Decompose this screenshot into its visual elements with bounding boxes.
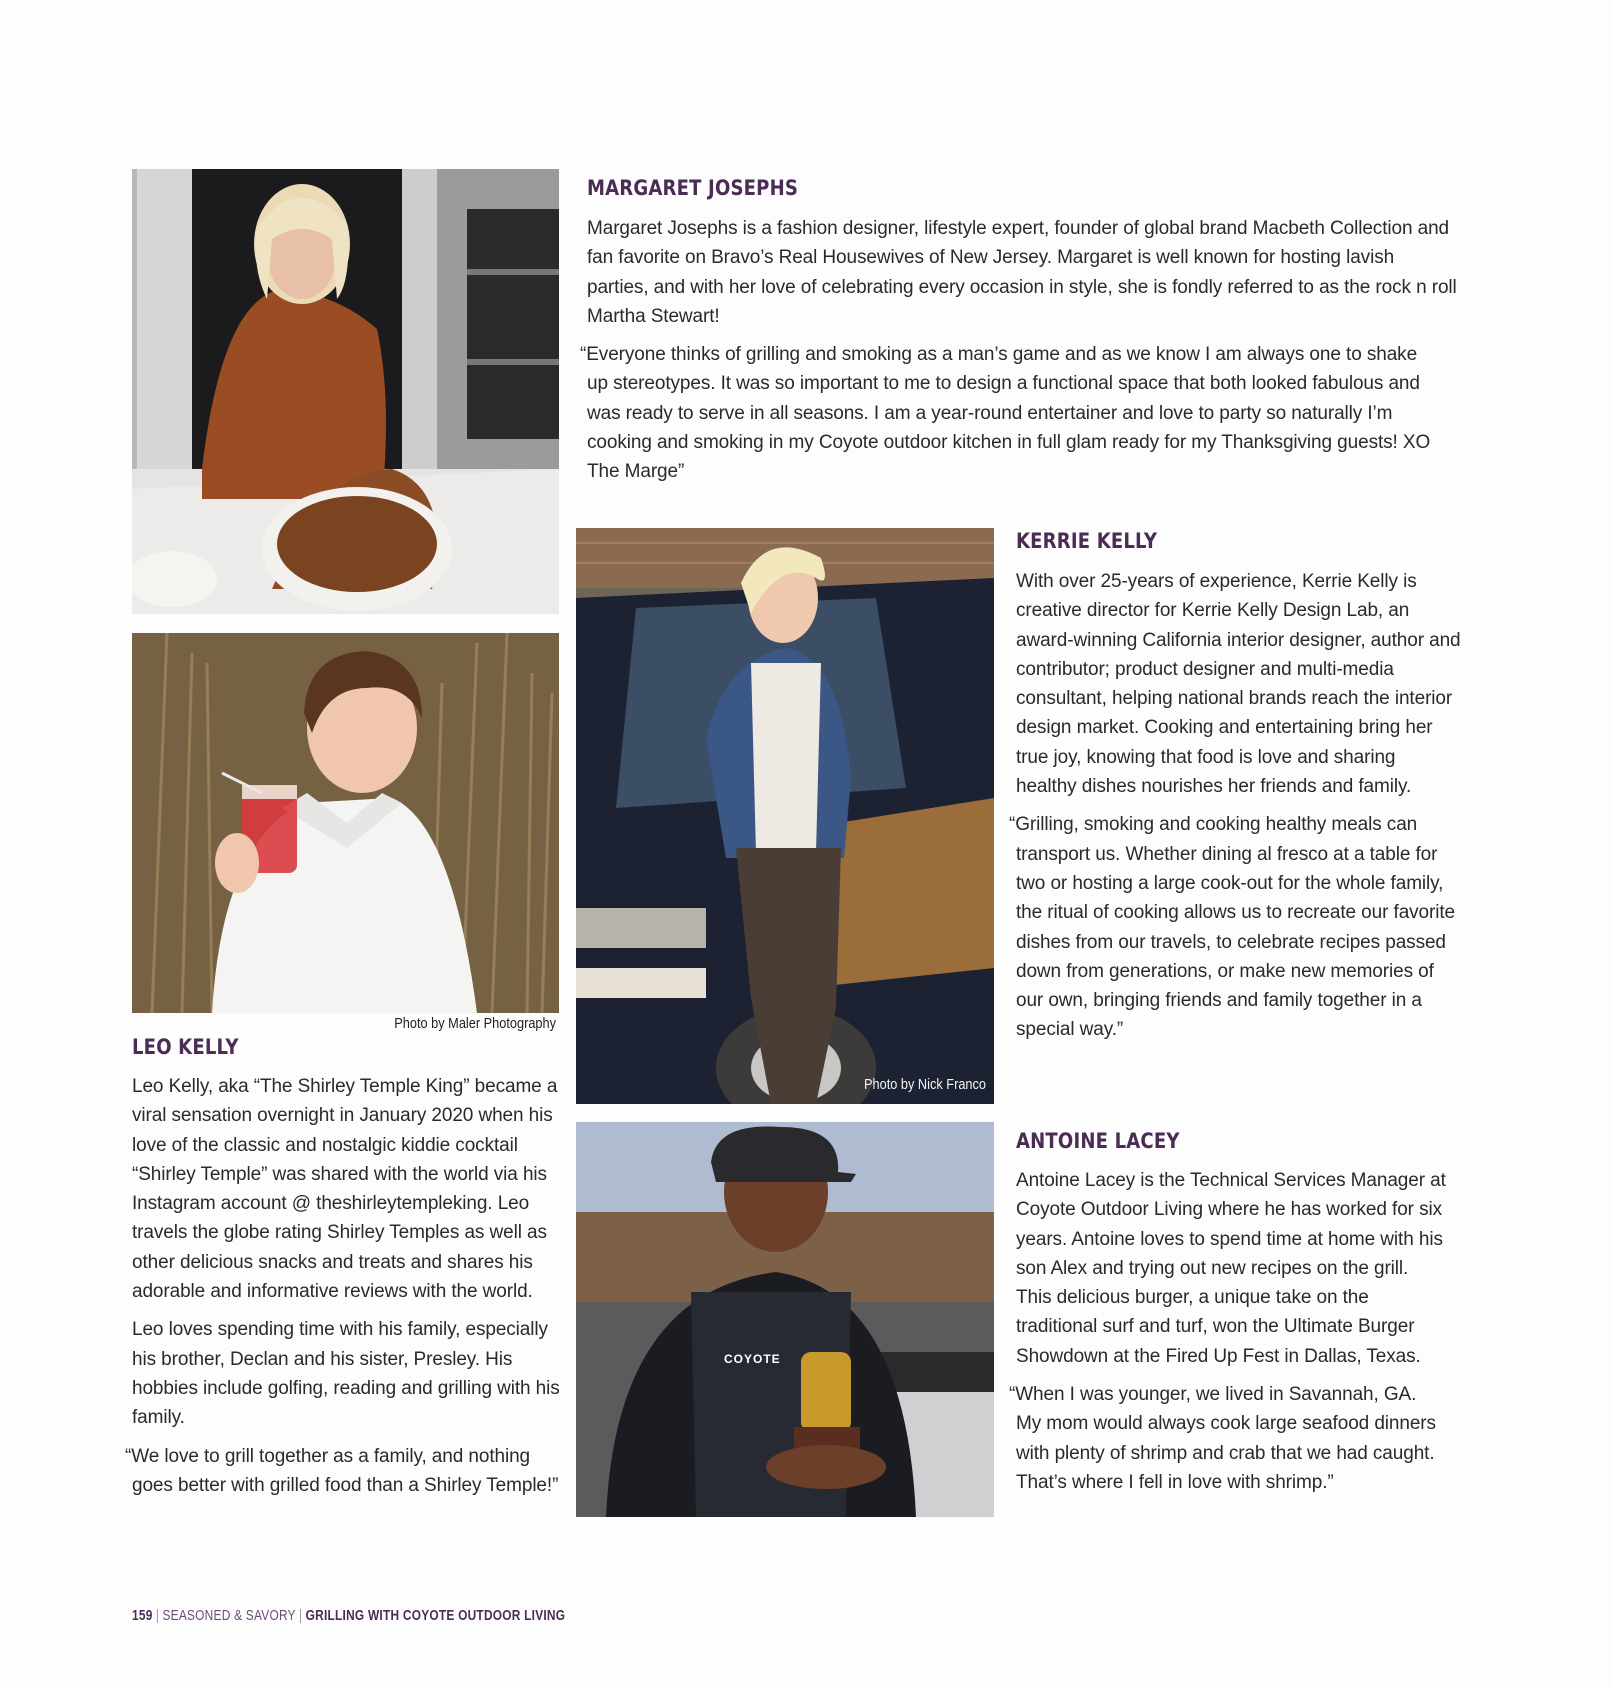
leo-kelly-bio: Leo Kelly, aka “The Shirley Temple King” became a viral sensation overnight in January 2020 when his love of the classic and nostalgic kiddie cocktail “Shirley Temple” was shared with the world via his Instagram account @ theshirleytempleking. Leo travels the globe rating Shirley Temples as well as other delicious snacks and treats and shares his adorable and informative reviews with the world. (132, 1076, 558, 1303)
margaret-josephs-name: MARGARET JOSEPHS (587, 176, 799, 200)
antoine-lacey-bio: Antoine Lacey is the Technical Services Manager at Coyote Outdoor Living where he has worked for six years. Antoine loves to spend time at home with his son Alex and trying out new recipes on the grill. This delicious burger, a unique take on the traditional surf and turf, won the Ultimate Burger Showdown at the Fired Up Fest in Dallas, Texas. (1016, 1170, 1446, 1367)
kerrie-kelly-name: KERRIE KELLY (1016, 529, 1158, 553)
leo-kelly-text (125, 1072, 564, 1509)
kerrie-kelly-photo (576, 528, 994, 1104)
antoine-lacey-photo (576, 1122, 994, 1517)
section-title: SEASONED & SAVORY (162, 1608, 296, 1624)
antoine-apron-logo: COYOTE (724, 1352, 781, 1366)
page-number: 159 (132, 1608, 153, 1624)
antoine-lacey-quote: “When I was younger, we lived in Savannah, GA. My mom would always cook large seafood dinners with plenty of shrimp and crab that we had caught. That’s where I fell in love with shrimp.” (1009, 1384, 1436, 1493)
kerrie-kelly-bio: With over 25-years of experience, Kerrie Kelly is creative director for Kerrie Kelly Design Lab, an award-winning California interior designer, author and contributor; product designer and multi-media consultant, helping national brands reach the interior design market. Cooking and entertaining bring her true joy, knowing that food is love and sharing healthy dishes nourishes her friends and family. (1016, 571, 1461, 798)
book-title: GRILLING WITH COYOTE OUTDOOR LIVING (305, 1608, 566, 1624)
leo-kelly-family: Leo loves spending time with his family, especially his brother, Declan and his sister, Presley. His hobbies include golfing, reading and grilling with his family. (132, 1319, 560, 1429)
leo-kelly-photo (132, 633, 559, 1013)
margaret-josephs-photo (132, 169, 559, 614)
kerrie-kelly-quote: “Grilling, smoking and cooking healthy meals can transport us. Whether dining al fresco at a table for two or hosting a large cook-out for the whole family, the ritual of cooking allows us to recreate our favorite dishes from our travels, to celebrate recipes passed down from generations, or make new memories of our own, bringing friends and family together in a special way.” (1009, 814, 1456, 1041)
leo-kelly-quote: “We love to grill together as a family, and nothing goes better with grilled food than a Shirley Temple!” (125, 1445, 559, 1496)
margaret-josephs-text (580, 214, 1457, 496)
antoine-lacey-text (1009, 1166, 1446, 1506)
page-footer: 159 | SEASONED & SAVORY | GRILLING WITH COYOTE OUTDOOR LIVING (132, 1608, 566, 1624)
antoine-lacey-name: ANTOINE LACEY (1016, 1129, 1180, 1153)
kerrie-kelly-photo-credit: Photo by Nick Franco (864, 1077, 986, 1093)
leo-kelly-name: LEO KELLY (132, 1035, 239, 1059)
kerrie-kelly-text (1009, 567, 1461, 1054)
margaret-josephs-bio: Margaret Josephs is a fashion designer, lifestyle expert, founder of global brand Macbeth Collection and fan favorite on Bravo’s Real Housewives of New Jersey. Margaret is well known for hosting lavish parties, and with her love of celebrating every occasion in style, she is fondly referred to as the rock n roll Martha Stewart! (587, 218, 1457, 327)
leo-kelly-photo-credit: Photo by Maler Photography (394, 1016, 556, 1032)
margaret-josephs-quote: “Everyone thinks of grilling and smoking as a man’s game and as we know I am always one to shake up stereotypes. It was so important to me to design a functional space that both looked fabulous and was ready to serve in all seasons. I am a year-round entertainer and love to party so naturally I’m cooking and smoking in my Coyote outdoor kitchen in full glam ready for my Thanksgiving guests! XO The Marge” (580, 344, 1431, 483)
